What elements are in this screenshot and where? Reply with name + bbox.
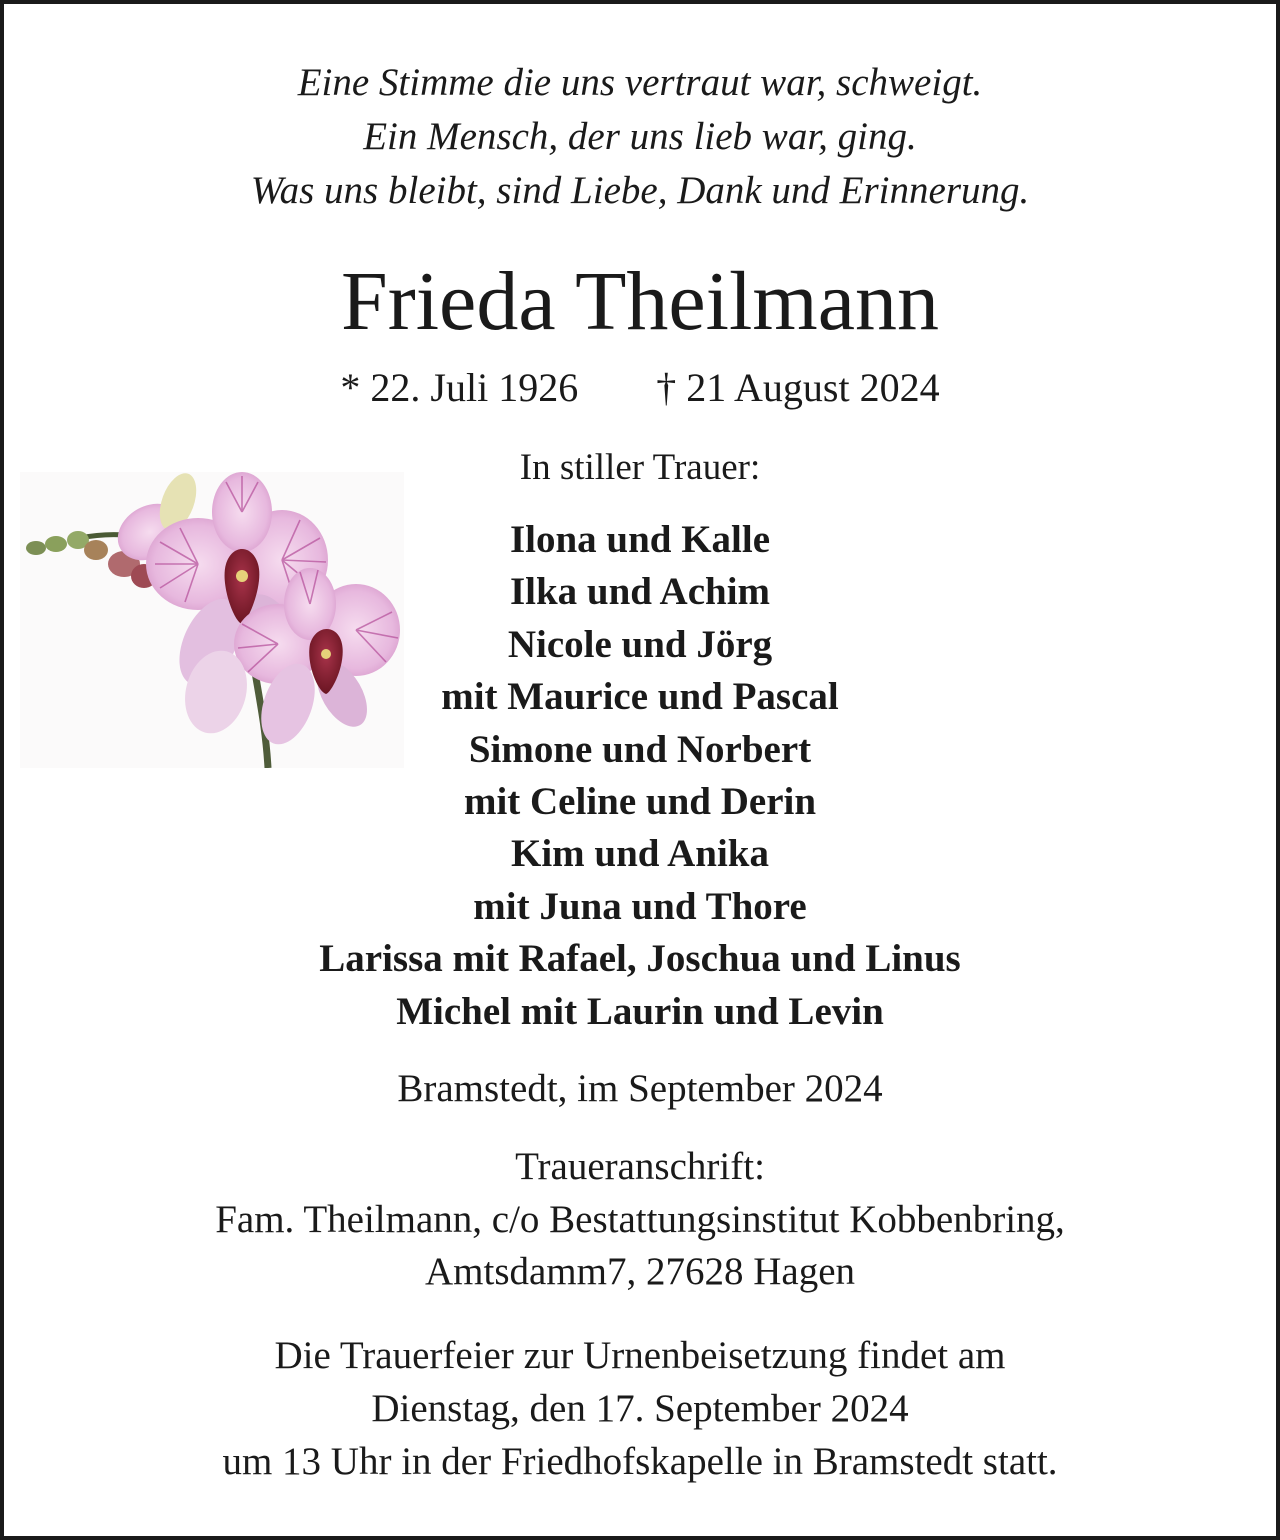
birth-date: * 22. Juli 1926 [340,365,579,410]
ceremony-line-1: Die Trauerfeier zur Urnenbeisetzung findet am [274,1334,1006,1377]
address-line-1: Fam. Theilmann, c/o Bestattungsinstitut Kobbenbring, [215,1198,1065,1241]
mourning-intro: In stiller Trauer: [519,447,761,488]
place-and-date: Bramstedt, im September 2024 [397,1067,883,1110]
ceremony-line-3: um 13 Uhr in der Friedhofskapelle in Bramstedt statt. [222,1440,1058,1483]
deceased-name: Frieda Theilmann [341,255,939,348]
mourner-entry: Kim und Anika [511,832,769,876]
mourner-entry: Ilka und Achim [509,570,771,614]
mourners-list [0,514,1280,1038]
mourner-entry: Larissa mit Rafael, Joschua und Linus [319,937,961,981]
address-line-2: Amtsdamm7, 27628 Hagen [424,1250,856,1293]
mourner-entry: Nicole und Jörg [507,622,773,666]
motto-line-3: Was uns bleibt, sind Liebe, Dank und Erinnerung. [250,169,1030,212]
mourner-entry: mit Celine und Derin [463,780,817,824]
motto-line-1: Eine Stimme die uns vertraut war, schweigt. [297,61,983,104]
mourner-entry: mit Juna und Thore [473,884,807,928]
address-heading: Traueranschrift: [515,1145,765,1188]
death-date: † 21 August 2024 [656,365,940,410]
motto-line-2: Ein Mensch, der uns lieb war, ging. [363,115,917,158]
life-dates [0,362,1280,414]
mourner-entry: Ilona und Kalle [509,518,771,561]
mourner-entry: Michel mit Laurin und Levin [396,989,884,1033]
mourner-entry: mit Maurice und Pascal [441,675,839,719]
ceremony-line-2: Dienstag, den 17. September 2024 [371,1387,909,1430]
mourner-entry: Simone und Norbert [468,727,812,771]
